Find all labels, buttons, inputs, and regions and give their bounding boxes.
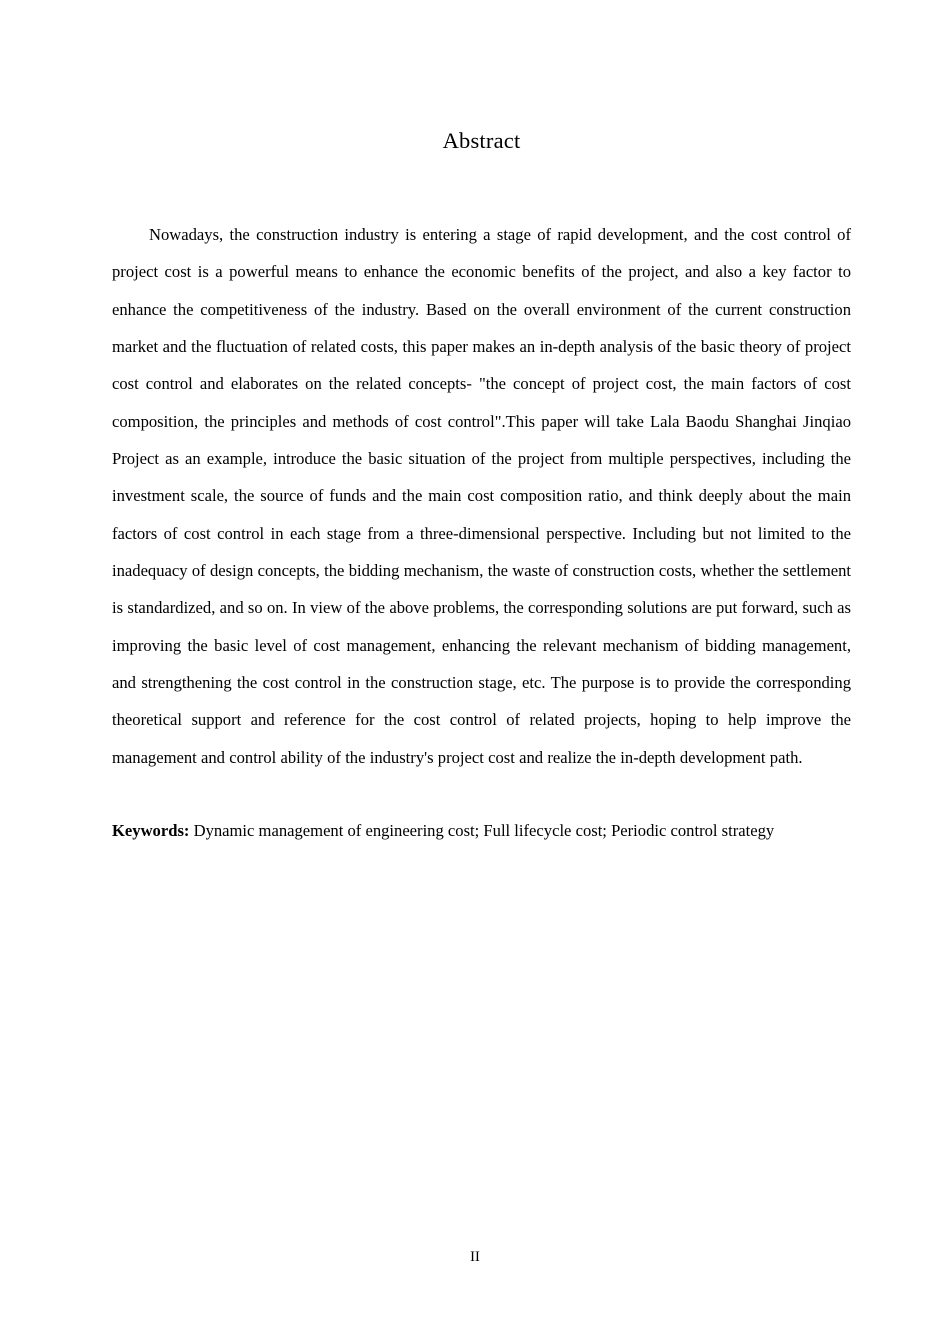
page-number: II [470,1249,480,1265]
keywords-paragraph [112,776,851,849]
keywords-label: Keywords: [112,821,190,841]
page-content [112,0,851,850]
keywords-value: Dynamic management of engineering cost; Full lifecycle cost; Periodic control strategy [189,821,775,841]
page-title: Abstract [442,128,521,153]
abstract-paragraph: Nowadays, the construction industry is entering a stage of rapid development, and the cost control of project cost is a powerful means to enhance the economic benefits of the project, and also a key factor to enhance the competitiveness of the industry. Based on the overall environment of the current construction market and the fluctuation of related costs, this paper makes an in-depth analysis of the basic theory of project cost control and elaborates on the related concepts- "the concept of project cost, the main factors of cost composition, the principles and methods of cost control".This paper will take Lala Baodu Shanghai Jinqiao Project as an example, introduce the basic situation of the project from multiple perspectives, including the investment scale, the source of funds and the main cost composition ratio, and think deeply about the main factors of cost control in each stage from a three-dimensional perspective. Including but not limited to the inadequacy of design concepts, the bidding mechanism, the waste of construction costs, whether the settlement is standardized, and so on. In view of the above problems, the corresponding solutions are put forward, such as improving the basic level of cost management, enhancing the relevant mechanism of bidding management, and strengthening the cost control in the construction stage, etc. The purpose is to provide the corresponding theoretical support and reference for the cost control of related projects, hoping to help improve the management and control ability of the industry's project cost and realize the in-depth development path. [112,225,851,767]
